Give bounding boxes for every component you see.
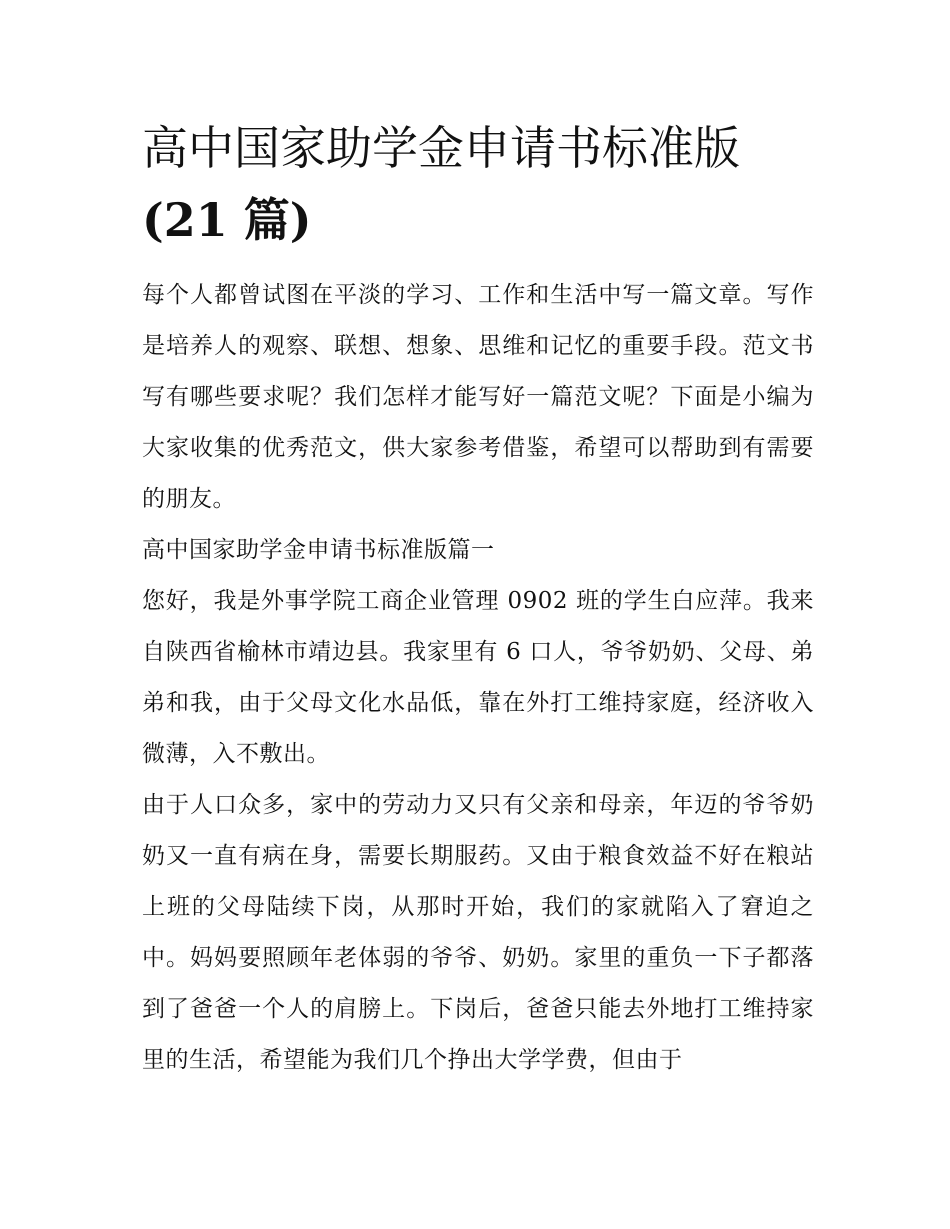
title-line-1: 高中国家助学金申请书标准版 <box>142 121 740 175</box>
document-title <box>142 112 814 256</box>
intro-paragraph: 每个人都曾试图在平淡的学习、工作和生活中写一篇文章。写作是培养人的观察、联想、想象、思维和记忆的重要手段。范文书写有哪些要求呢？我们怎样才能写好一篇范文呢？下面是小编为大家收集的优秀范文，供大家参考借鉴，希望可以帮助到有需要的朋友。 <box>142 282 814 512</box>
body-paragraph-2: 由于人口众多，家中的劳动力又只有父亲和母亲，年迈的爷爷奶奶又一直有病在身，需要长期服药。又由于粮食效益不好在粮站上班的父母陆续下岗，从那时开始，我们的家就陷入了窘迫之中。妈妈要照顾年老体弱的爷爷、奶奶。家里的重负一下子都落到了爸爸一个人的肩膀上。下岗后，爸爸只能去外地打工维持家里的生活，希望能为我们几个挣出大学学费，但由于 <box>142 792 814 1073</box>
body-paragraph-1: 您好，我是外事学院工商企业管理 0902 班的学生白应萍。我来自陕西省榆林市靖边县。我家里有 6 口人，爷爷奶奶、父母、弟弟和我，由于父母文化水品低，靠在外打工维持家庭，经济收入微薄，入不敷出。 <box>142 588 814 767</box>
title-line-2: (21 篇) <box>142 193 312 247</box>
section-heading: 高中国家助学金申请书标准版篇一 <box>142 537 495 563</box>
document-page <box>142 112 814 1086</box>
